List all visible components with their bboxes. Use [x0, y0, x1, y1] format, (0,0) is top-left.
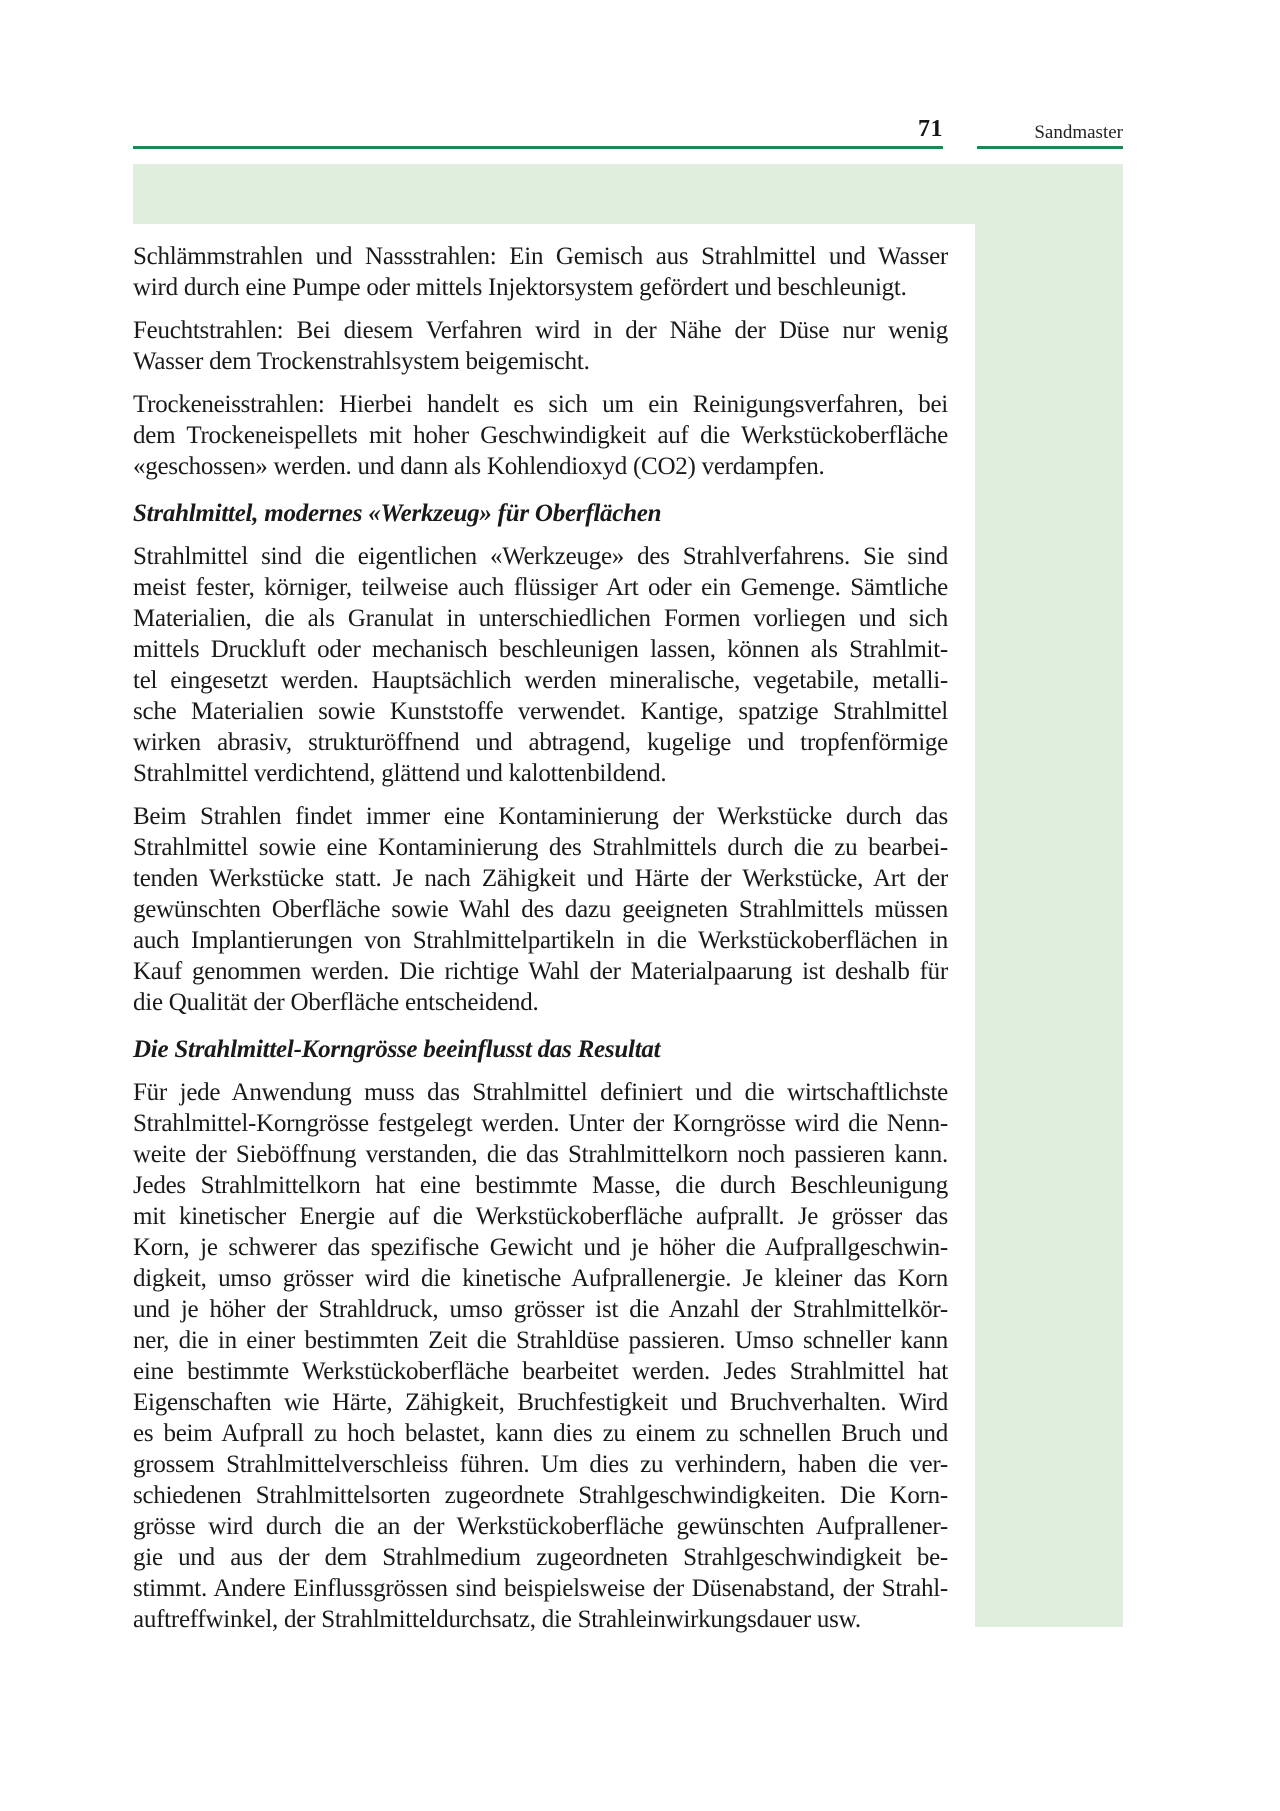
- text-line: Strahlmittel sind die eigentlichen «Werkzeuge» des Strahlverfahrens. Sie sind: [133, 543, 948, 570]
- paragraph: [133, 1077, 948, 1635]
- paragraph: [133, 315, 948, 377]
- text-line: grösse wird durch die an der Werkstückoberfläche gewünschten Aufprallener-: [133, 1513, 948, 1540]
- text-line: gie und aus der dem Strahlmedium zugeordneten Strahlgeschwindigkeit be-: [133, 1544, 948, 1571]
- paragraph: [133, 389, 948, 482]
- text-line: Trockeneisstrahlen: Hierbei handelt es sich um ein Reinigungsverfahren, bei: [133, 391, 948, 418]
- text-line: tel eingesetzt werden. Hauptsächlich werden mineralische, vegetabile, metalli-: [133, 667, 948, 694]
- section-heading: [133, 1034, 948, 1065]
- text-line: sche Materialien sowie Kunststoffe verwendet. Kantige, spatzige Strahlmittel: [133, 698, 948, 725]
- text-line: Für jede Anwendung muss das Strahlmittel definiert und die wirtschaftlichste: [133, 1079, 948, 1106]
- text-line: stimmt. Andere Einflussgrössen sind beispielsweise der Düsenabstand, der Strahl-: [133, 1575, 948, 1602]
- text-line: Eigenschaften wie Härte, Zähigkeit, Bruchfestigkeit und Bruchverhalten. Wird: [133, 1389, 948, 1416]
- text-line: auftreffwinkel, der Strahlmitteldurchsatz, die Strahleinwirkungsdauer usw.: [133, 1606, 861, 1633]
- text-line: und je höher der Strahldruck, umso grösser ist die Anzahl der Strahlmittelkör-: [133, 1296, 948, 1323]
- text-line: dem Trockeneispellets mit hoher Geschwindigkeit auf die Werkstückoberfläche: [133, 422, 948, 449]
- text-line: gewünschten Oberfläche sowie Wahl des dazu geeigneten Strahlmittels müssen: [133, 896, 948, 923]
- body-text-column: [133, 241, 948, 1635]
- journal-name: Sandmaster: [1034, 122, 1123, 143]
- text-line: Strahlmittel sowie eine Kontaminierung des Strahlmittels durch die zu bearbei-: [133, 834, 948, 861]
- text-line: Feuchtstrahlen: Bei diesem Verfahren wird in der Nähe der Düse nur wenig: [133, 317, 948, 344]
- text-line: «geschossen» werden. und dann als Kohlendioxyd (CO2) verdampfen.: [133, 453, 825, 480]
- text-line: Strahlmittel verdichtend, glättend und kalottenbildend.: [133, 760, 667, 787]
- header-rule-left: [133, 146, 943, 149]
- text-line: es beim Aufprall zu hoch belastet, kann dies zu einem zu schnellen Bruch und: [133, 1420, 948, 1447]
- text-line: wird durch eine Pumpe oder mittels Injektorsystem gefördert und beschleunigt.: [133, 274, 907, 301]
- text-line: die Qualität der Oberfläche entscheidend.: [133, 989, 539, 1016]
- heading-line: Strahlmittel, modernes «Werkzeug» für Oberflächen: [133, 500, 662, 527]
- text-line: auch Implantierungen von Strahlmittelpartikeln in die Werkstückoberflächen in: [133, 927, 948, 954]
- text-line: weite der Sieböffnung verstanden, die das Strahlmittelkorn noch passieren kann.: [133, 1141, 948, 1168]
- text-line: Wasser dem Trockenstrahlsystem beigemischt.: [133, 348, 590, 375]
- text-line: Korn, je schwerer das spezifische Gewicht und je höher die Aufprallgeschwin-: [133, 1234, 948, 1261]
- text-line: mittels Druckluft oder mechanisch beschleunigen lassen, können als Strahlmit-: [133, 636, 948, 663]
- page-number: 71: [918, 116, 943, 142]
- text-line: Strahlmittel-Korngrösse festgelegt werden. Unter der Korngrösse wird die Nenn-: [133, 1110, 948, 1137]
- text-line: Kauf genommen werden. Die richtige Wahl der Materialpaarung ist deshalb für: [133, 958, 948, 985]
- text-line: eine bestimmte Werkstückoberfläche bearbeitet werden. Jedes Strahlmittel hat: [133, 1358, 948, 1385]
- highlight-band-right: [975, 224, 1123, 1627]
- text-line: Jedes Strahlmittelkorn hat eine bestimmte Masse, die durch Beschleunigung: [133, 1172, 948, 1199]
- section-heading: [133, 498, 948, 529]
- text-line: mit kinetischer Energie auf die Werkstückoberfläche aufprallt. Je grösser das: [133, 1203, 948, 1230]
- paragraph: [133, 801, 948, 1018]
- text-line: schiedenen Strahlmittelsorten zugeordnete Strahlgeschwindigkeiten. Die Korn-: [133, 1482, 948, 1509]
- paragraph: [133, 241, 948, 303]
- paragraph: [133, 541, 948, 789]
- text-line: Beim Strahlen findet immer eine Kontaminierung der Werkstücke durch das: [133, 803, 948, 830]
- heading-line: Die Strahlmittel-Korngrösse beeinflusst das Resultat: [133, 1036, 661, 1063]
- text-line: ner, die in einer bestimmten Zeit die Strahldüse passieren. Umso schneller kann: [133, 1327, 948, 1354]
- text-line: tenden Werkstücke statt. Je nach Zähigkeit und Härte der Werkstücke, Art der: [133, 865, 948, 892]
- text-line: wirken abrasiv, strukturöffnend und abtragend, kugelige und tropfenförmige: [133, 729, 948, 756]
- text-line: digkeit, umso grösser wird die kinetische Aufprallenergie. Je kleiner das Korn: [133, 1265, 948, 1292]
- highlight-band-top: [133, 164, 1123, 224]
- text-line: grossem Strahlmittelverschleiss führen. Um dies zu verhindern, haben die ver-: [133, 1451, 948, 1478]
- text-line: meist fester, körniger, teilweise auch flüssiger Art oder ein Gemenge. Sämtliche: [133, 574, 948, 601]
- text-line: Schlämmstrahlen und Nassstrahlen: Ein Gemisch aus Strahlmittel und Wasser: [133, 243, 948, 270]
- text-line: Materialien, die als Granulat in unterschiedlichen Formen vorliegen und sich: [133, 605, 948, 632]
- header-rule-right: [977, 146, 1123, 149]
